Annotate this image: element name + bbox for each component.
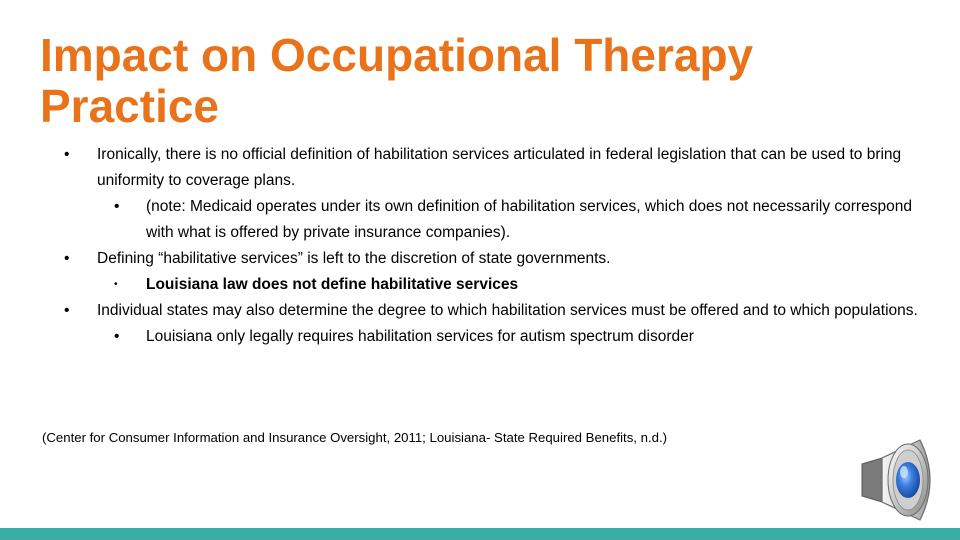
list-item <box>60 324 920 350</box>
bullet-text: Louisiana only legally requires habilitation services for autism spectrum disorder <box>146 328 694 345</box>
bullet-marker: • <box>114 279 118 290</box>
bullet-list <box>60 142 920 350</box>
bullet-marker: • <box>114 198 120 215</box>
bullet-text: Ironically, there is no official definition of habilitation services articulated in federal legislation that can be used to bring uniformity to coverage plans. <box>97 146 902 189</box>
list-item <box>60 142 920 194</box>
bullet-text: Louisiana law does not define habilitative services <box>146 276 519 293</box>
bullet-text: (note: Medicaid operates under its own definition of habilitation services, which does not necessarily correspond with what is offered by private insurance companies). <box>146 198 912 241</box>
bullet-marker: • <box>114 328 120 345</box>
slide-title: Impact on Occupational Therapy Practice <box>40 29 754 132</box>
bullet-marker: • <box>64 146 70 163</box>
list-item <box>60 246 920 272</box>
bullet-text: Individual states may also determine the degree to which habilitation services must be offered and to which populations. <box>97 302 918 319</box>
footer-bar <box>0 528 960 540</box>
list-item <box>60 298 920 324</box>
list-item <box>60 272 920 298</box>
bullet-text: Defining “habilitative services” is left to the discretion of state governments. <box>97 250 611 267</box>
list-item <box>60 194 920 246</box>
bullet-marker: • <box>64 250 70 267</box>
speaker-icon[interactable] <box>858 436 944 524</box>
speaker-icon-graphic <box>858 436 944 524</box>
citation: (Center for Consumer Information and Insurance Oversight, 2011; Louisiana- State Required Benefits, n.d.) <box>42 430 668 445</box>
bullet-marker: • <box>64 302 70 319</box>
